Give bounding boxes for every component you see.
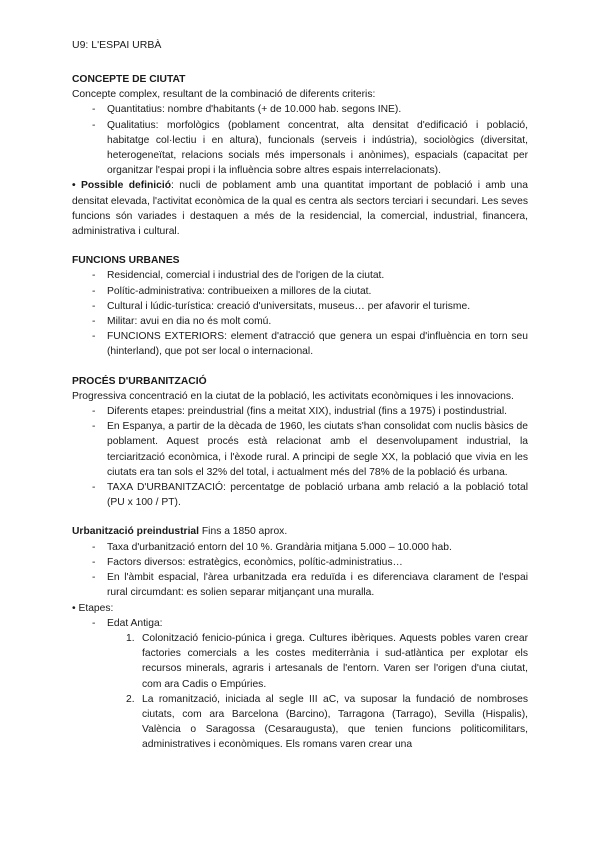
section-intro: Concepte complex, resultant de la combinació de diferents criteris: [72, 89, 376, 101]
list-item: - Polític-administrativa: contribueixen a millores de la ciutat. [72, 284, 528, 299]
list-item: - Militar: avui en dia no és molt comú. [72, 314, 528, 329]
definition-paragraph [72, 178, 528, 239]
section-heading: FUNCIONS URBANES [72, 255, 180, 267]
numbered-item [72, 631, 528, 692]
subsection-heading-suffix: Fins a 1850 aprox. [199, 526, 288, 538]
list-item: - Diferents etapes: preindustrial (fins a meitat XIX), industrial (fins a 1975) i postindustrial. [72, 404, 528, 419]
list-item: - Factors diversos: estratègics, econòmics, polític-administratius… [72, 555, 528, 570]
document-title: U9: L'ESPAI URBÀ [72, 39, 162, 51]
list-item: - Qualitatius: morfològics (poblament concentrat, alta densitat d'edificació i població, habitatge col·lectiu i en altura), funcionals (serveis i indústria), sociològics (diversitat, heterogeneïtat, relacions socials més impersonals i anònimes), espacials (capacitat per organitzar l'espai propi i la influència sobre altres espais interrelacionats). [72, 118, 528, 179]
definition-label: • Possible definició [72, 180, 172, 192]
etapes-label: • Etapes: [72, 602, 114, 614]
section-heading: PROCÉS D'URBANITZACIÓ [72, 375, 207, 387]
numbered-item [72, 692, 528, 753]
subsection-heading [72, 524, 528, 539]
section-concepte-de-ciutat [72, 72, 528, 239]
list-item: - Quantitatius: nombre d'habitants (+ de 10.000 hab. segons INE). [72, 102, 528, 117]
item-number: 2. [126, 693, 135, 705]
list-item: - TAXA D'URBANITZACIÓ: percentatge de població urbana amb relació a la població total (PU x 100 / PT). [72, 480, 528, 510]
item-number: 1. [126, 632, 135, 644]
list-item: - Cultural i lúdic-turística: creació d'universitats, museus… per afavorir el turisme. [72, 299, 528, 314]
edat-antiga-list [72, 631, 528, 753]
functions-list [72, 268, 528, 359]
list-item: - Residencial, comercial i industrial des de l'origen de la ciutat. [72, 268, 528, 283]
section-urbanitzacio-preindustrial [72, 524, 528, 752]
document-body [72, 72, 528, 753]
item-text: Colonització fenicio-púnica i grega. Cultures ibèriques. Aquests pobles varen crear factories comercials a les costes mediterrània i sud-atlàntica per explotar els recursos minerals, agraris i artesanals de l'entorn. Varen ser l'origen d'una ciutat, com ara Cadis o Empúries. [142, 632, 528, 690]
item-text: La romanització, iniciada al segle III aC, va suposar la fundació de nombroses ciutats, com ara Barcelona (Barcino), Tarragona (Tarrago), Sevilla (Hispalis), València o Saragossa (Cesaraugusta), que tenien funcions politicomilitars, administratives i econòmiques. Els romans varen crear una [142, 693, 528, 751]
section-heading: CONCEPTE DE CIUTAT [72, 74, 186, 85]
definition-text: : nucli de poblament amb una quantitat important de població i amb una densitat elevada, l'activitat econòmica de la qual es centra als sectors terciari i secundari. Les seves funcions són variades i destaquen a més de la residencial, la comercial, industrial, financera, administrativa i cultural. [72, 180, 528, 238]
section-funcions-urbanes [72, 253, 528, 359]
section-intro: Progressiva concentració en la ciutat de la població, les activitats econòmiques i les innovacions. [72, 390, 514, 402]
list-item: - Taxa d'urbanització entorn del 10 %. Grandària mitjana 5.000 – 10.000 hab. [72, 540, 528, 555]
list-item: - Edat Antiga: [72, 616, 528, 631]
preindustrial-list [72, 540, 528, 601]
process-list [72, 404, 528, 510]
criteria-list [72, 102, 528, 178]
section-proces-urbanitzacio [72, 374, 528, 511]
list-item: - FUNCIONS EXTERIORS: element d'atracció que genera un espai d'influència en torn seu (hinterland), que pot ser local o internacional. [72, 329, 528, 359]
subsection-heading-label: Urbanització preindustrial [72, 526, 200, 538]
list-item: - En l'àmbit espacial, l'àrea urbanitzada era reduïda i es diferenciava clarament de l'espai rural circumdant: es solien separar mitjançant una muralla. [72, 570, 528, 600]
list-item: - En Espanya, a partir de la dècada de 1960, les ciutats s'han consolidat com nuclis bàsics de poblament. Aquest procés està relacionat amb el desenvolupament industrial, la terciarització econòmica, i l'èxode rural. A principi de segle XX, la població que vivia en les ciutats era tan sols el 32% del total, i actualment més del 78% de la població és urbana. [72, 419, 528, 480]
etapes-list [72, 616, 528, 631]
